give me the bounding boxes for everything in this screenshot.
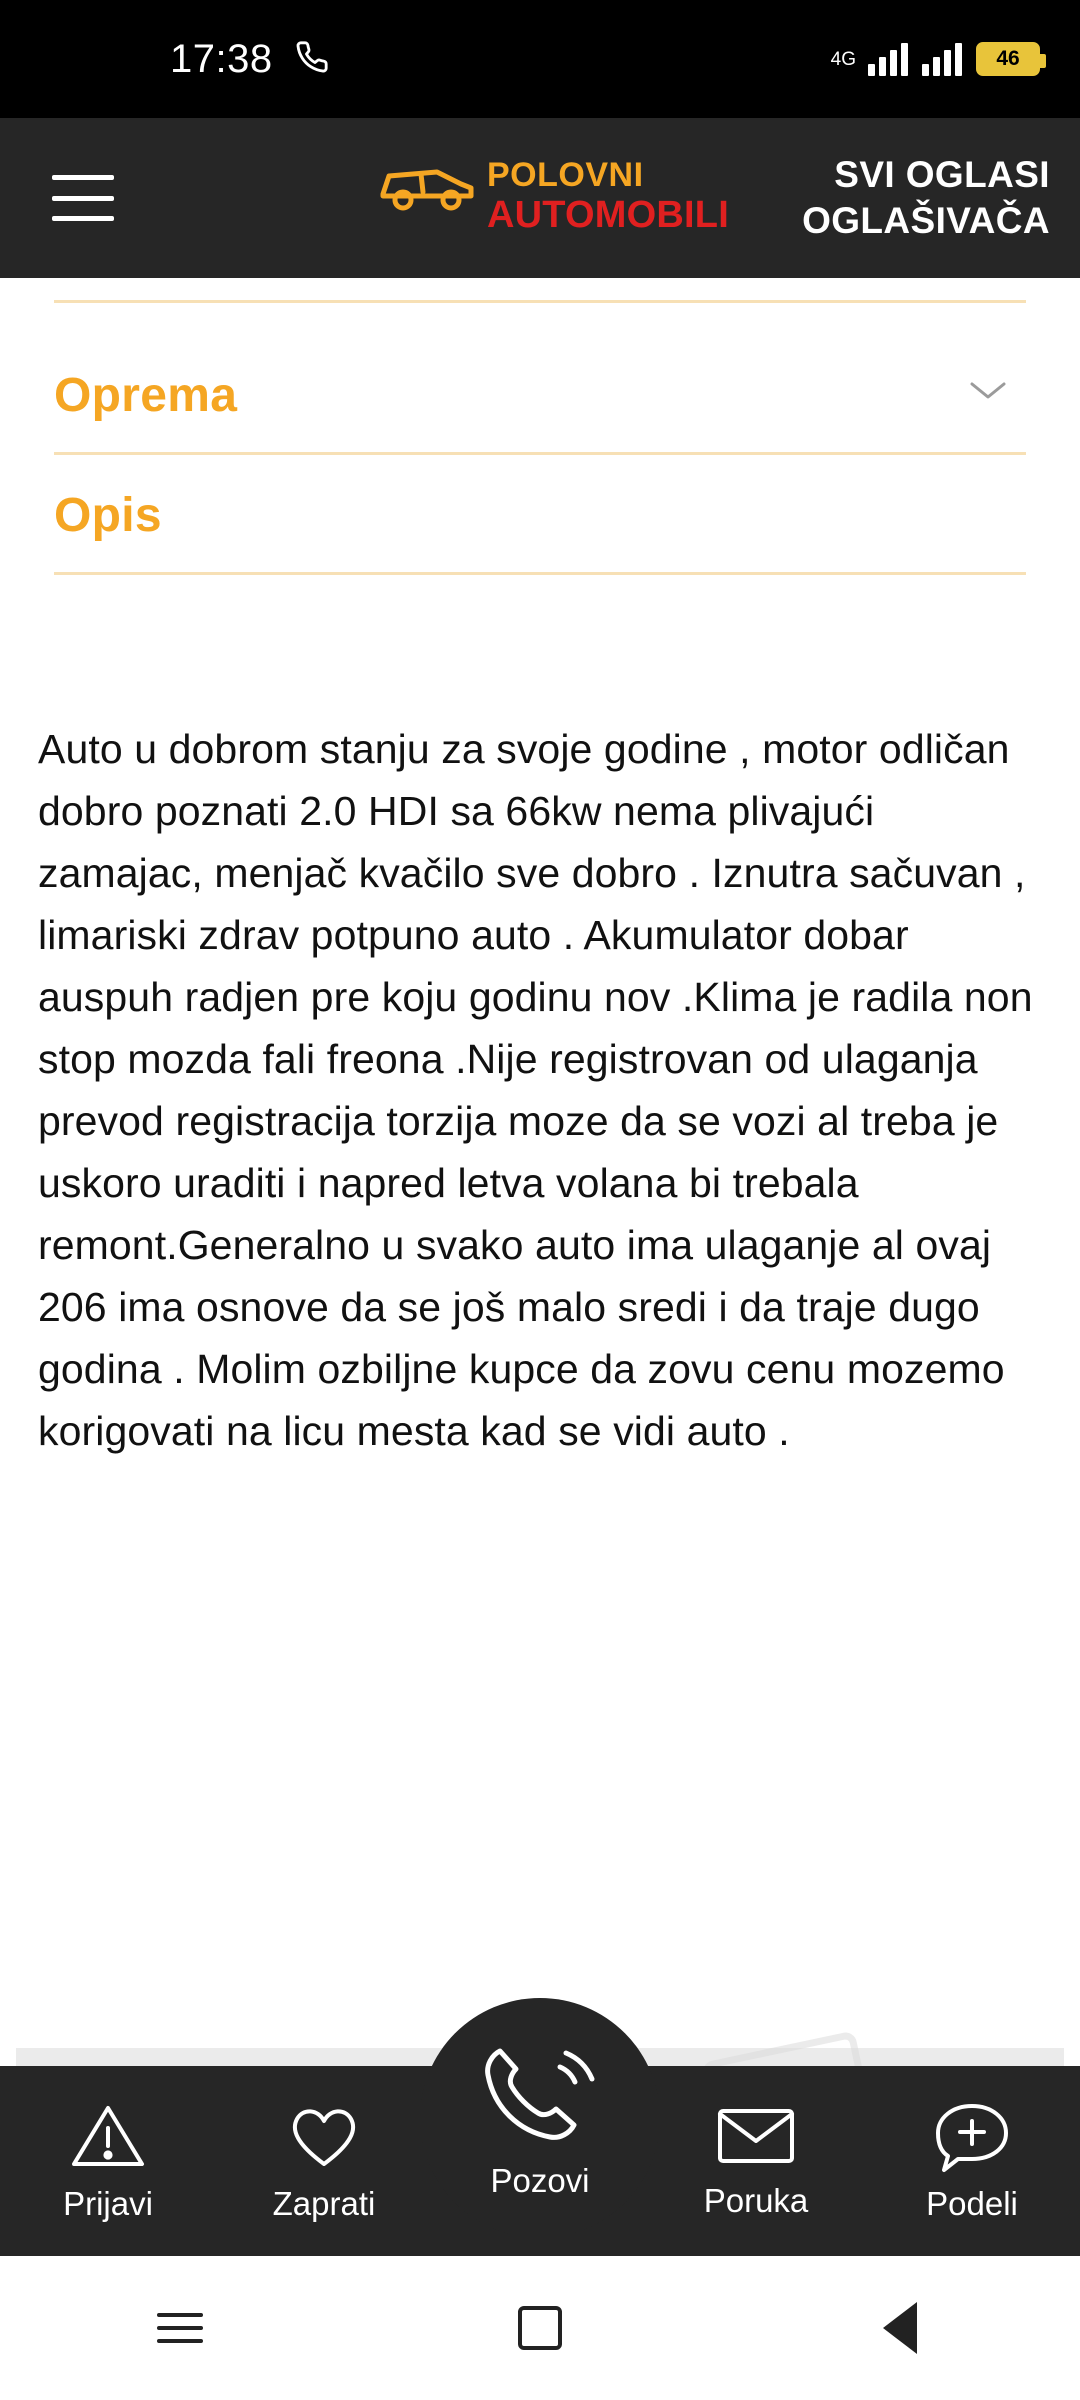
signal-strength-icon-2 (922, 42, 962, 76)
app-logo-text (487, 156, 729, 236)
toolbar-item-zaprati[interactable] (216, 2066, 432, 2256)
status-clock: 17:38 (170, 36, 273, 81)
toolbar-item-pozovi[interactable] (420, 1998, 660, 2238)
hamburger-menu-icon[interactable] (52, 175, 114, 221)
section-opis (54, 488, 1026, 543)
logo-line-top: POLOVNI (487, 156, 644, 194)
toolbar-label-zaprati: Zaprati (272, 2184, 376, 2222)
car-icon (375, 158, 479, 219)
envelope-icon (715, 2103, 797, 2174)
status-bar-left (170, 0, 329, 118)
toolbar-label-podeli: Podeli (926, 2184, 1018, 2222)
toolbar-label-poruka: Poruka (703, 2181, 809, 2219)
advertiser-ads-link[interactable] (802, 152, 1050, 244)
toolbar-item-podeli[interactable] (864, 2066, 1080, 2256)
phone-call-icon (474, 2037, 606, 2158)
home-icon[interactable] (480, 2278, 600, 2378)
network-type-label: 4G (830, 48, 856, 70)
toolbar-label-prijavi: Prijavi (63, 2184, 153, 2222)
section-oprema-rule (54, 452, 1026, 455)
recents-icon[interactable] (120, 2278, 240, 2378)
advertiser-ads-link-line1: SVI OGLASI (834, 154, 1050, 195)
app-header (0, 118, 1080, 278)
logo-line-bottom: AUTOMOBILI (487, 194, 729, 236)
battery-indicator (976, 42, 1040, 76)
heart-icon (285, 2100, 363, 2177)
description-text: Auto u dobrom stanju za svoje godine , motor odličan dobro poznati 2.0 HDI sa 66kw nema plivajući zamajac, menjač kvačilo sve dobro . Iznutra sačuvan , limariski zdrav potpuno auto . Akumulator dobar auspuh radjen pre koju godinu nov .Klima je radila non stop mozda fali freona .Nije registrovan od ulaganja prevod registracija torzija moze da se vozi al treba je uskoro uraditi i napred letva volana bi trebala remont.Generalno u svako auto ima ulaganje al ovaj 206 ima osnove da se još malo sredi i da traje dugo godina . Molim ozbiljne kupce da zovu cenu mozemo korigovati na licu mesta kad se vidi auto . (38, 726, 1033, 1454)
warning-triangle-icon (69, 2100, 147, 2177)
status-bar (0, 0, 1080, 118)
toolbar-item-poruka[interactable] (648, 2066, 864, 2256)
section-opis-rule (54, 572, 1026, 575)
signal-strength-icon-1 (868, 42, 908, 76)
section-oprema-title: Oprema (54, 369, 238, 422)
divider-top (54, 300, 1026, 303)
status-bar-right (831, 0, 1040, 118)
app-logo[interactable] (375, 156, 729, 240)
toolbar-item-prijavi[interactable] (0, 2066, 216, 2256)
advertiser-ads-link-line2: OGLAŠIVAČA (802, 200, 1050, 241)
section-oprema[interactable] (54, 368, 1026, 423)
section-opis-title: Opis (54, 489, 162, 542)
chevron-down-icon[interactable] (968, 378, 1008, 402)
phone-icon (295, 40, 329, 79)
share-plus-icon (932, 2100, 1012, 2177)
system-navigation-bar (0, 2256, 1080, 2400)
page-content[interactable] (0, 278, 1080, 2056)
battery-level-label: 46 (996, 47, 1020, 70)
bottom-action-toolbar (0, 2066, 1080, 2256)
toolbar-label-pozovi: Pozovi (490, 2161, 590, 2199)
back-icon[interactable] (840, 2278, 960, 2378)
